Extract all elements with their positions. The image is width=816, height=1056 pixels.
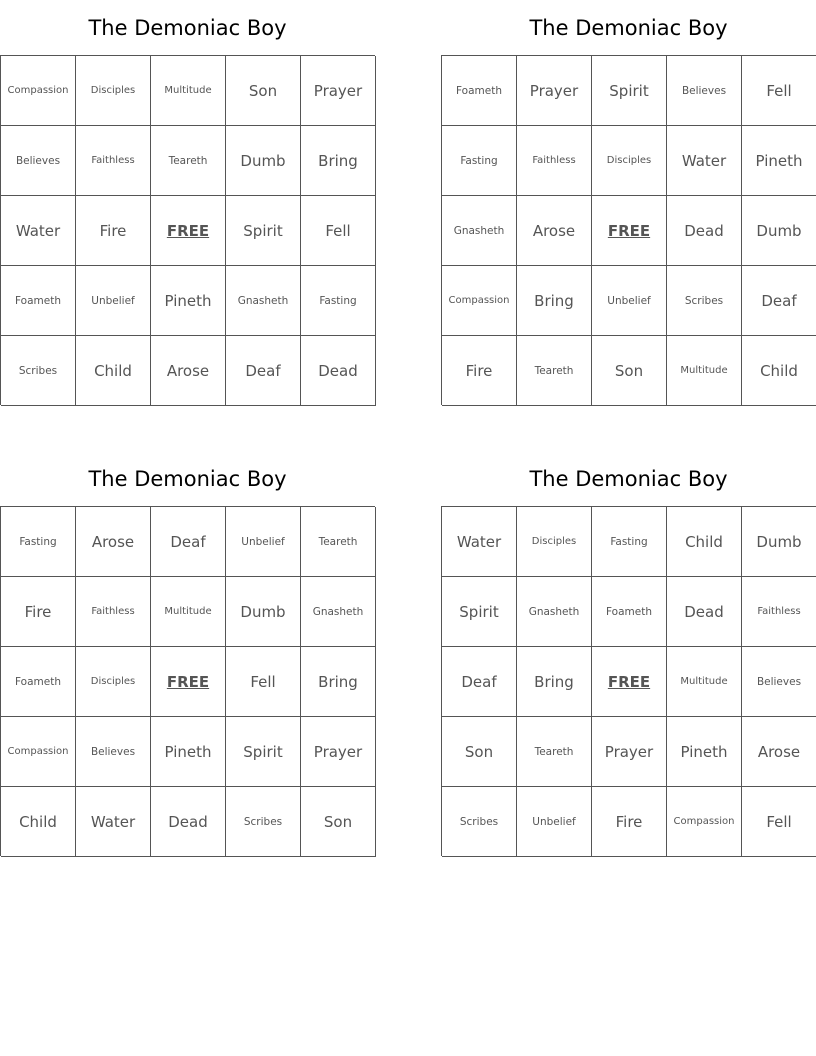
bingo-cell: Fell bbox=[301, 196, 376, 266]
free-space-cell: FREE bbox=[151, 647, 226, 717]
bingo-cell: Unbelief bbox=[76, 266, 151, 336]
bingo-grid bbox=[0, 55, 375, 405]
bingo-cell: Compassion bbox=[1, 56, 76, 126]
bingo-cell: Fire bbox=[1, 577, 76, 647]
card-title: The Demoniac Boy bbox=[88, 467, 287, 491]
bingo-cell: Compassion bbox=[1, 717, 76, 787]
free-space-cell: FREE bbox=[151, 196, 226, 266]
bingo-grid bbox=[441, 506, 816, 856]
bingo-cell: Dead bbox=[301, 336, 376, 406]
bingo-cell: Fire bbox=[592, 787, 667, 857]
bingo-cell: Son bbox=[226, 56, 301, 126]
bingo-cell: Multitude bbox=[667, 336, 742, 406]
bingo-cell: Unbelief bbox=[517, 787, 592, 857]
bingo-cell: Faithless bbox=[742, 577, 816, 647]
bingo-cell: Scribes bbox=[1, 336, 76, 406]
bingo-cell: Son bbox=[442, 717, 517, 787]
card-title: The Demoniac Boy bbox=[529, 16, 728, 40]
bingo-cell: Water bbox=[1, 196, 76, 266]
bingo-cell: Child bbox=[76, 336, 151, 406]
bingo-cell: Disciples bbox=[592, 126, 667, 196]
free-space-cell: FREE bbox=[592, 196, 667, 266]
bingo-cell: Multitude bbox=[151, 56, 226, 126]
bingo-cell: Teareth bbox=[517, 336, 592, 406]
bingo-cell: Spirit bbox=[226, 717, 301, 787]
bingo-cell: Compassion bbox=[442, 266, 517, 336]
bingo-cell: Foameth bbox=[592, 577, 667, 647]
bingo-cell: Dead bbox=[151, 787, 226, 857]
bingo-cell: Disciples bbox=[76, 56, 151, 126]
bingo-cell: Fire bbox=[442, 336, 517, 406]
bingo-cell: Gnasheth bbox=[442, 196, 517, 266]
bingo-cell: Faithless bbox=[76, 577, 151, 647]
bingo-grid bbox=[0, 506, 375, 856]
bingo-cell: Teareth bbox=[301, 507, 376, 577]
bingo-cell: Pineth bbox=[742, 126, 816, 196]
bingo-cell: Pineth bbox=[151, 717, 226, 787]
bingo-cell: Fasting bbox=[301, 266, 376, 336]
bingo-cell: Believes bbox=[76, 717, 151, 787]
bingo-cell: Dumb bbox=[226, 577, 301, 647]
bingo-cell: Believes bbox=[742, 647, 816, 717]
bingo-cell: Son bbox=[592, 336, 667, 406]
bingo-cell: Foameth bbox=[442, 56, 517, 126]
bingo-cell: Faithless bbox=[517, 126, 592, 196]
bingo-cell: Dead bbox=[667, 196, 742, 266]
bingo-cell: Multitude bbox=[151, 577, 226, 647]
bingo-cell: Prayer bbox=[517, 56, 592, 126]
bingo-cell: Pineth bbox=[151, 266, 226, 336]
bingo-cell: Bring bbox=[301, 126, 376, 196]
bingo-cell: Fell bbox=[226, 647, 301, 717]
bingo-cell: Arose bbox=[151, 336, 226, 406]
bingo-cell: Compassion bbox=[667, 787, 742, 857]
bingo-cell: Bring bbox=[517, 647, 592, 717]
bingo-cell: Gnasheth bbox=[226, 266, 301, 336]
bingo-cell: Disciples bbox=[76, 647, 151, 717]
bingo-cell: Arose bbox=[76, 507, 151, 577]
bingo-cell: Child bbox=[742, 336, 816, 406]
bingo-cell: Fell bbox=[742, 787, 816, 857]
bingo-cell: Fire bbox=[76, 196, 151, 266]
bingo-card-3 bbox=[0, 451, 375, 856]
bingo-grid bbox=[441, 55, 816, 405]
bingo-cell: Scribes bbox=[442, 787, 517, 857]
bingo-cell: Fasting bbox=[1, 507, 76, 577]
bingo-cell: Teareth bbox=[151, 126, 226, 196]
bingo-cell: Prayer bbox=[301, 56, 376, 126]
bingo-cell: Deaf bbox=[442, 647, 517, 717]
bingo-cell: Water bbox=[76, 787, 151, 857]
bingo-cell: Believes bbox=[1, 126, 76, 196]
bingo-cell: Gnasheth bbox=[301, 577, 376, 647]
bingo-cell: Dumb bbox=[742, 507, 816, 577]
bingo-card-2 bbox=[441, 0, 816, 405]
bingo-cell: Spirit bbox=[592, 56, 667, 126]
bingo-cell: Arose bbox=[517, 196, 592, 266]
bingo-card-1 bbox=[0, 0, 375, 405]
bingo-cell: Deaf bbox=[151, 507, 226, 577]
card-title: The Demoniac Boy bbox=[88, 16, 287, 40]
bingo-cell: Dead bbox=[667, 577, 742, 647]
bingo-cell: Child bbox=[667, 507, 742, 577]
bingo-cell: Deaf bbox=[226, 336, 301, 406]
bingo-cell: Scribes bbox=[667, 266, 742, 336]
bingo-cell: Bring bbox=[301, 647, 376, 717]
bingo-cell: Arose bbox=[742, 717, 816, 787]
bingo-cell: Prayer bbox=[301, 717, 376, 787]
free-space-cell: FREE bbox=[592, 647, 667, 717]
bingo-cell: Spirit bbox=[442, 577, 517, 647]
bingo-cell: Dumb bbox=[742, 196, 816, 266]
bingo-cell: Pineth bbox=[667, 717, 742, 787]
bingo-cell: Deaf bbox=[742, 266, 816, 336]
bingo-cell: Gnasheth bbox=[517, 577, 592, 647]
bingo-cell: Scribes bbox=[226, 787, 301, 857]
bingo-cell: Prayer bbox=[592, 717, 667, 787]
bingo-cell: Foameth bbox=[1, 647, 76, 717]
bingo-cell: Dumb bbox=[226, 126, 301, 196]
bingo-cell: Fasting bbox=[442, 126, 517, 196]
bingo-cell: Foameth bbox=[1, 266, 76, 336]
bingo-cell: Bring bbox=[517, 266, 592, 336]
bingo-cell: Teareth bbox=[517, 717, 592, 787]
bingo-cell: Child bbox=[1, 787, 76, 857]
bingo-cell: Unbelief bbox=[226, 507, 301, 577]
bingo-cell: Disciples bbox=[517, 507, 592, 577]
bingo-cell: Believes bbox=[667, 56, 742, 126]
bingo-cell: Unbelief bbox=[592, 266, 667, 336]
bingo-cell: Water bbox=[667, 126, 742, 196]
bingo-cell: Son bbox=[301, 787, 376, 857]
bingo-cell: Fasting bbox=[592, 507, 667, 577]
bingo-cell: Spirit bbox=[226, 196, 301, 266]
bingo-cell: Faithless bbox=[76, 126, 151, 196]
bingo-cell: Fell bbox=[742, 56, 816, 126]
bingo-card-4 bbox=[441, 451, 816, 856]
card-title: The Demoniac Boy bbox=[529, 467, 728, 491]
bingo-cell: Multitude bbox=[667, 647, 742, 717]
bingo-cell: Water bbox=[442, 507, 517, 577]
